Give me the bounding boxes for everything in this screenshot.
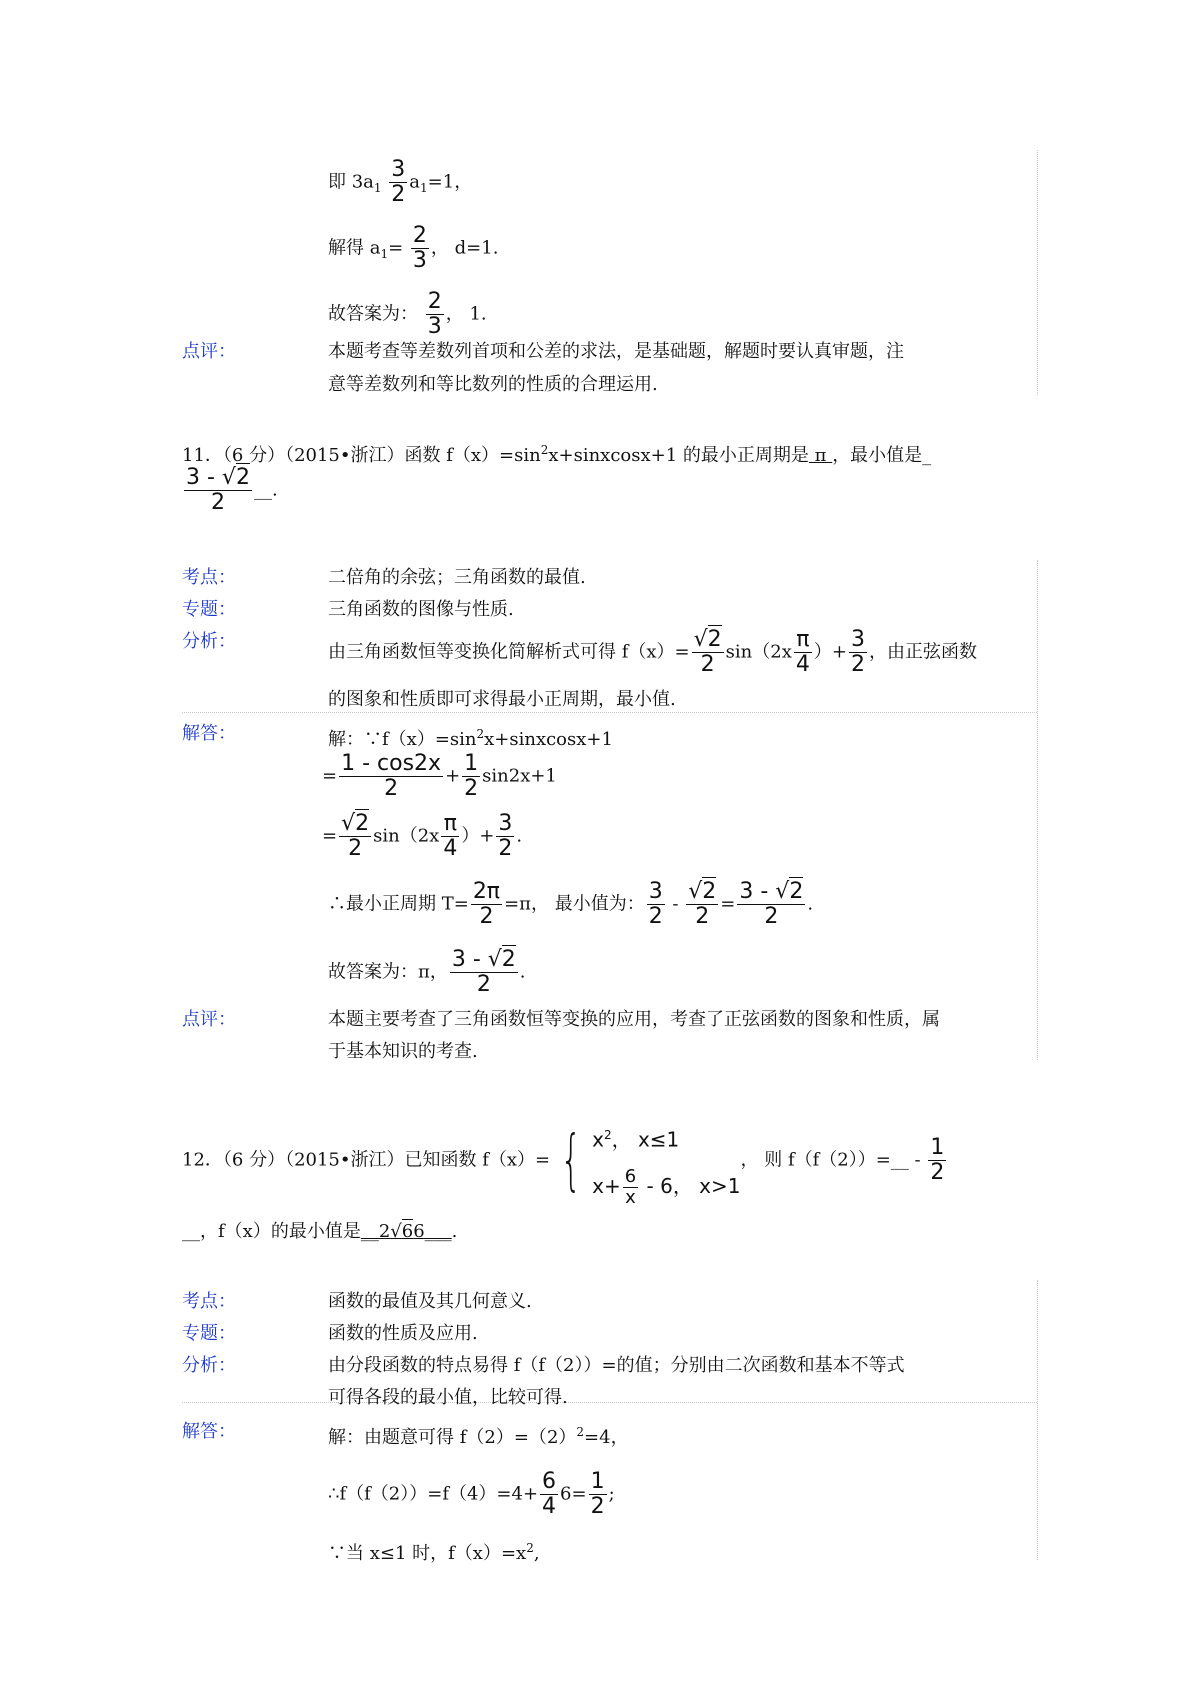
fenxi-text: 由三角函数恒等变换化简解析式可得 f（x）= $\frac{√2}{2}$ sin（2x $\frac{\pi}{4}$ ）+ $\frac{3}{2}$ ，由正弦函数 (328, 627, 977, 677)
fraction: $\frac{1}{2}$ (930, 1134, 945, 1185)
solution-line: 解：$\because f(x)=\sin^2x+sinxcosx+1$ (328, 727, 613, 750)
fraction: $\frac{2}{3}$ (427, 289, 442, 339)
right-margin-guide (1037, 1280, 1038, 1560)
fenxi-label: 分析： (182, 1355, 236, 1376)
fraction: $\frac{3}{2}$ (648, 879, 663, 929)
solution-line: ∵当 x≤1 时，$f(x)=x^2$, (328, 1541, 540, 1564)
dianping-text: 于基本知识的考查. (328, 1041, 478, 1062)
question-12-stem: 12．（6 分）（2015•浙江）已知函数 f（x）= { $x^2$， x≤1 x+ $\frac{6}{x}$ - 6， x>1 ， 则 f（f（2））=__ - $\frac{1}{2}$ (182, 1112, 948, 1209)
fraction: $\frac{1 - \cos 2x}{2}$ (341, 751, 442, 801)
solution-line: = $\frac{√2}{2}$ sin（2x $\frac{\pi}{4}$ ）+ $\frac{3}{2}$ . (322, 811, 523, 861)
fraction: $\frac{6}{4}$ (542, 1469, 557, 1519)
solution-line: 解：由题意可得 $f(2)=(2)^2=4$， (328, 1425, 629, 1448)
solution-line: 即 $3a_1$ $\frac{3}{2}$ $a_1=1$， (328, 157, 473, 207)
zhuanti-label: 专题： (182, 1323, 236, 1344)
fraction: $\frac{3}{2}$ (850, 627, 865, 677)
right-margin-guide (1037, 560, 1038, 1060)
separator-guide (182, 1402, 1037, 1403)
jieda-label: 解答： (182, 723, 236, 744)
dianping-text: 本题主要考查了三角函数恒等变换的应用，考查了正弦函数的图象和性质，属 (328, 1009, 940, 1030)
fenxi-text: 的图象和性质即可求得最小正周期，最小值. (328, 689, 676, 710)
dianping-label: 点评： (182, 1009, 236, 1030)
fenxi-text: 可得各段的最小值，比较可得. (328, 1387, 568, 1408)
zhuanti-text: 三角函数的图像与性质. (328, 599, 514, 620)
solution-line: 故答案为： $\frac{2}{3}$ ， 1. (328, 289, 487, 339)
right-margin-guide (1037, 150, 1038, 395)
kaodian-text: 二倍角的余弦；三角函数的最值. (328, 567, 586, 588)
question-12-line2: __，f（x）的最小值是__2√66___. (182, 1221, 458, 1242)
fraction: $\frac{3}{2}$ (498, 811, 513, 861)
fraction: $\frac{\pi}{4}$ (443, 811, 458, 861)
fraction: $\frac{3 - √2}{2}$ (186, 465, 250, 515)
fraction: $\frac{2}{3}$ (412, 223, 427, 273)
fraction: $\frac{1}{2}$ (464, 751, 479, 801)
solution-line: ∴最小正周期 T= $\frac{2\pi}{2}$ =π， 最小值为： $\frac{3}{2}$ - $\frac{√2}{2}$ = $\frac{3 - √2}{2}$ . (328, 879, 814, 929)
fraction: $\frac{√2}{2}$ (693, 627, 722, 677)
fenxi-label: 分析： (182, 631, 236, 652)
fraction: $\frac{3}{2}$ (391, 157, 406, 207)
fraction: $\frac{3 - √2}{2}$ (739, 879, 804, 929)
fraction: $\frac{6}{x}$ (624, 1165, 637, 1208)
fraction: $\frac{\pi}{4}$ (795, 627, 810, 677)
fenxi-text: 由分段函数的特点易得 f（f（2））=的值；分别由二次函数和基本不等式 (328, 1355, 905, 1376)
separator-guide (182, 712, 1037, 713)
piecewise-brace: { (560, 1121, 582, 1199)
kaodian-label: 考点： (182, 1291, 236, 1312)
zhuanti-text: 函数的性质及应用. (328, 1323, 478, 1344)
solution-line: 解得 $a_1=$ $\frac{2}{3}$ ， d=1. (328, 223, 499, 273)
question-11-answer: $\frac{3 - √2}{2}$ __. (186, 465, 278, 515)
kaodian-label: 考点： (182, 567, 236, 588)
piecewise-cases: $x^2$， x≤1 x+ $\frac{6}{x}$ - 6， x>1 (592, 1127, 741, 1208)
solution-line: = $\frac{1 - \cos 2x}{2}$ + $\frac{1}{2}$ sin2x+1 (322, 751, 557, 801)
fraction: $\frac{√2}{2}$ (688, 879, 717, 929)
fraction: $\frac{1}{2}$ (590, 1469, 605, 1519)
jieda-label: 解答： (182, 1421, 236, 1442)
review-text: 本题考查等差数列首项和公差的求法，是基础题，解题时要认真审题，注 (328, 341, 904, 362)
solution-line: 故答案为：π， $\frac{3 - √2}{2}$ . (328, 947, 526, 997)
question-11-stem: 11．（6 分）（2015•浙江）函数 $f(x)=\sin^2x+sinxcosx+1$ 的最小正周期是 π ，最小值是_ (182, 443, 932, 466)
fraction: $\frac{3 - √2}{2}$ (451, 947, 516, 997)
review-text: 意等差数列和等比数列的性质的合理运用. (328, 374, 658, 395)
kaodian-text: 函数的最值及其几何意义. (328, 1291, 532, 1312)
solution-line: ∴f（f（2））=f（4）=4+ $\frac{6}{4}$ 6= $\frac{1}{2}$ ; (328, 1469, 615, 1519)
review-label: 点评： (182, 341, 236, 362)
fraction: $\frac{√2}{2}$ (341, 811, 370, 861)
fraction: $\frac{2\pi}{2}$ (472, 879, 501, 929)
zhuanti-label: 专题： (182, 599, 236, 620)
